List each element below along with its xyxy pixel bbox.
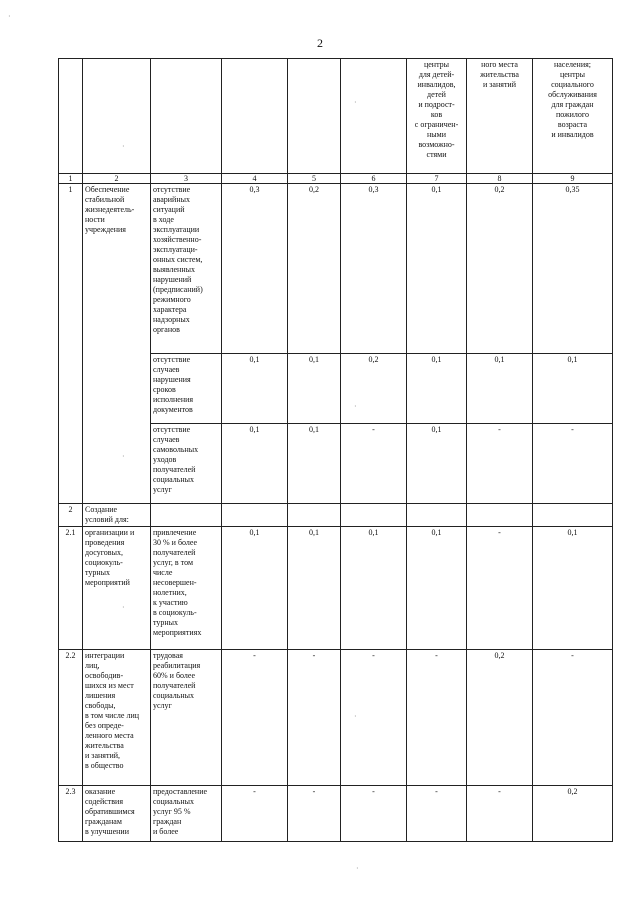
value-cell: 0,1	[222, 354, 288, 424]
value-cell: 0,1	[407, 184, 467, 354]
value-cell: 0,3	[222, 184, 288, 354]
header-cell-3	[151, 59, 222, 174]
value-cell: -	[288, 786, 341, 842]
value-cell: -	[222, 786, 288, 842]
value-cell: -	[467, 786, 533, 842]
page-number: 2	[317, 36, 323, 50]
condition-text: отсутствие случаев самовольных уходов получателей социальных услуг	[151, 424, 222, 504]
condition-text: предоставление социальных услуг 95 % граждан и более	[151, 786, 222, 842]
value-cell: 0,2	[341, 354, 407, 424]
value-cell: 0,1	[341, 527, 407, 650]
col-number: 8	[467, 174, 533, 184]
value-cell: 0,35	[533, 184, 613, 354]
criterion-name: организации и проведения досуговых, социокуль- турных мероприятий	[83, 527, 151, 650]
header-row	[59, 59, 613, 174]
row-number: 2.1	[59, 527, 83, 650]
scan-speck: ·	[354, 98, 357, 107]
scan-speck: ·	[354, 712, 357, 721]
col-number: 9	[533, 174, 613, 184]
column-number-row	[59, 174, 613, 184]
table-row	[59, 184, 613, 354]
row-number: 2.2	[59, 650, 83, 786]
scan-speck: ·	[122, 452, 125, 461]
table-row	[59, 650, 613, 786]
value-cell: 0,1	[407, 354, 467, 424]
value-cell: 0,1	[222, 424, 288, 504]
row-number: 1	[59, 184, 83, 504]
value-cell: 0,1	[407, 527, 467, 650]
value-cell: 0,2	[288, 184, 341, 354]
table-row	[59, 786, 613, 842]
empty-cell	[222, 504, 288, 527]
value-cell: 0,1	[222, 527, 288, 650]
header-cell-6	[341, 59, 407, 174]
criterion-name: оказание содействия обратившимся гражданам в улучшении	[83, 786, 151, 842]
header-cell-4	[222, 59, 288, 174]
value-cell: 0,1	[288, 424, 341, 504]
col-number: 5	[288, 174, 341, 184]
header-cell-2	[83, 59, 151, 174]
empty-cell	[407, 504, 467, 527]
criterion-name: Обеспечение стабильной жизнедеятель- ности учреждения	[83, 184, 151, 504]
empty-cell	[467, 504, 533, 527]
col-number: 4	[222, 174, 288, 184]
table-row	[59, 527, 613, 650]
value-cell: -	[467, 527, 533, 650]
col-number: 6	[341, 174, 407, 184]
value-cell: -	[533, 650, 613, 786]
value-cell: -	[407, 786, 467, 842]
condition-text: трудовая реабилитация 60% и более получателей социальных услуг	[151, 650, 222, 786]
value-cell: 0,1	[288, 354, 341, 424]
value-cell: 0,1	[533, 527, 613, 650]
header-cell-9: населения; центры социального обслуживания для граждан пожилого возраста и инвалидов	[533, 59, 613, 174]
criterion-name: Создание условий для:	[83, 504, 151, 527]
criterion-name: интеграции лиц, освободив- шихся из мест лишения свободы, в том числе лиц без опреде- ленного места жительства и занятий, в общество	[83, 650, 151, 786]
value-cell: -	[533, 424, 613, 504]
value-cell: 0,2	[533, 786, 613, 842]
header-cell-1	[59, 59, 83, 174]
row-number: 2.3	[59, 786, 83, 842]
condition-text: отсутствие случаев нарушения сроков исполнения документов	[151, 354, 222, 424]
criteria-table	[58, 58, 613, 842]
empty-cell	[533, 504, 613, 527]
table-row	[59, 504, 613, 527]
value-cell: -	[222, 650, 288, 786]
value-cell: 0,1	[467, 354, 533, 424]
header-cell-8: ного места жительства и занятий	[467, 59, 533, 174]
header-cell-5	[288, 59, 341, 174]
value-cell: -	[341, 424, 407, 504]
value-cell: -	[341, 786, 407, 842]
col-number: 1	[59, 174, 83, 184]
empty-cell	[151, 504, 222, 527]
col-number: 3	[151, 174, 222, 184]
value-cell: 0,1	[407, 424, 467, 504]
value-cell: -	[288, 650, 341, 786]
value-cell: 0,2	[467, 650, 533, 786]
value-cell: 0,2	[467, 184, 533, 354]
empty-cell	[288, 504, 341, 527]
scan-speck: ·	[8, 12, 11, 21]
value-cell: -	[407, 650, 467, 786]
value-cell: -	[467, 424, 533, 504]
scan-speck: ·	[354, 402, 357, 411]
scan-speck: ·	[356, 864, 359, 873]
value-cell: -	[341, 650, 407, 786]
scan-speck: ·	[122, 142, 125, 151]
scan-speck: ·	[122, 603, 125, 612]
empty-cell	[341, 504, 407, 527]
row-number: 2	[59, 504, 83, 527]
col-number: 2	[83, 174, 151, 184]
col-number: 7	[407, 174, 467, 184]
condition-text: отсутствие аварийных ситуаций в ходе эксплуатации хозяйственно- эксплуатаци- онных систем, выявленных нарушений (предписаний) режимного характера надзорных органов	[151, 184, 222, 354]
header-cell-7: центры для детей- инвалидов, детей и подрост- ков с ограничен- ными возможно- стями	[407, 59, 467, 174]
value-cell: 0,3	[341, 184, 407, 354]
condition-text: привлечение 30 % и более получателей услуг, в том числе несовершен- нолетних, к участию в социокуль- турных мероприятиях	[151, 527, 222, 650]
value-cell: 0,1	[288, 527, 341, 650]
value-cell: 0,1	[533, 354, 613, 424]
